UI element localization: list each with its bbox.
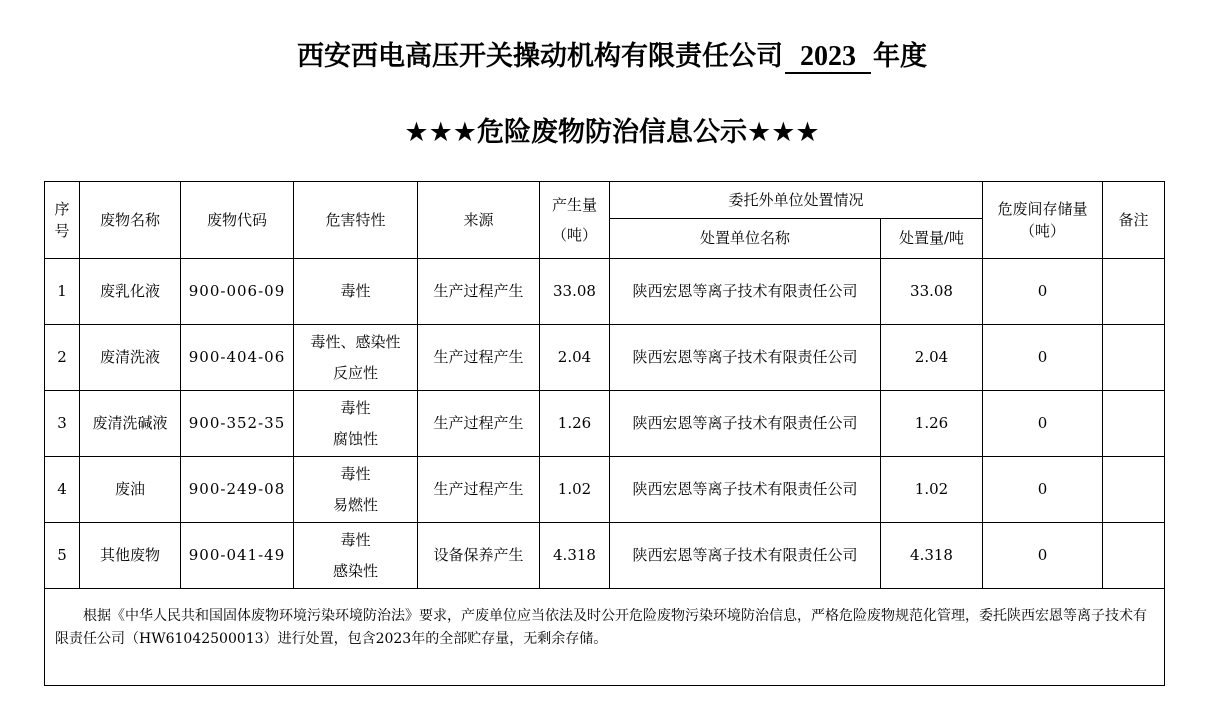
table-row: [45, 259, 1165, 325]
cell-remark: [1103, 325, 1165, 391]
cell-waste-code: 900-041-49: [181, 523, 294, 589]
cell-source: 生产过程产生: [418, 259, 540, 325]
cell-disposal-amount: 4.318: [881, 523, 983, 589]
cell-storage: 0: [983, 391, 1103, 457]
cell-hazard: [294, 259, 418, 325]
cell-disposal-amount: 1.26: [881, 391, 983, 457]
table-row: [45, 325, 1165, 391]
cell-waste-name: 废清洗液: [80, 325, 181, 391]
cell-waste-code: 900-006-09: [181, 259, 294, 325]
cell-hazard-line1: 毒性: [340, 530, 371, 549]
cell-hazard-line2: 腐蚀性: [332, 429, 378, 448]
cell-hazard-line2: 反应性: [332, 363, 378, 382]
header-disposal-unit: 处置单位名称: [610, 219, 881, 259]
notes-text: 根据《中华人民共和国固体废物环境污染环境防治法》要求，产废单位应当依法及时公开危险废物污染环境防治信息，严格危险废物规范化管理，委托陕西宏恩等离子技术有限责任公司（HW61042500013）进行处置，包含2023年的全部贮存量，无剩余存储。: [55, 608, 1147, 647]
header-index-text: 序号: [54, 200, 70, 240]
cell-amount: 33.08: [540, 259, 610, 325]
cell-source: 生产过程产生: [418, 325, 540, 391]
document-subtitle: ★★★危险废物防治信息公示★★★: [404, 117, 820, 148]
header-entrusted: 委托外单位处置情况: [610, 182, 983, 219]
cell-disposal-unit: 陕西宏恩等离子技术有限责任公司: [610, 325, 881, 391]
cell-storage: 0: [983, 325, 1103, 391]
cell-storage: 0: [983, 523, 1103, 589]
cell-storage: 0: [983, 259, 1103, 325]
header-amount: [540, 182, 610, 259]
cell-waste-name: 废清洗碱液: [80, 391, 181, 457]
cell-hazard-line1: 毒性: [340, 398, 371, 417]
cell-amount: 1.26: [540, 391, 610, 457]
cell-hazard-line1: 毒性: [340, 282, 371, 300]
table-row: [45, 457, 1165, 523]
table-row: [45, 391, 1165, 457]
cell-hazard-line1: 毒性、感染性: [310, 332, 401, 351]
header-waste-code: 废物代码: [181, 182, 294, 259]
header-amount-unit: （吨）: [551, 226, 597, 244]
document-title: [0, 34, 1224, 74]
cell-amount: 1.02: [540, 457, 610, 523]
cell-waste-code: 900-249-08: [181, 457, 294, 523]
cell-hazard: [294, 457, 418, 523]
cell-hazard-line1: 毒性: [340, 464, 371, 483]
cell-amount: 4.318: [540, 523, 610, 589]
cell-disposal-amount: 1.02: [881, 457, 983, 523]
cell-amount: 2.04: [540, 325, 610, 391]
cell-hazard-line2: 易燃性: [332, 495, 378, 514]
cell-source: 设备保养产生: [418, 523, 540, 589]
cell-hazard-line2: 感染性: [332, 561, 378, 580]
cell-remark: [1103, 523, 1165, 589]
table-row: [45, 523, 1165, 589]
table-header-row: [45, 182, 1165, 219]
report-year: 2023: [785, 42, 871, 74]
cell-waste-code: 900-352-35: [181, 391, 294, 457]
header-source: 来源: [418, 182, 540, 259]
cell-disposal-unit: 陕西宏恩等离子技术有限责任公司: [610, 523, 881, 589]
cell-storage: 0: [983, 457, 1103, 523]
cell-disposal-amount: 33.08: [881, 259, 983, 325]
cell-disposal-amount: 2.04: [881, 325, 983, 391]
cell-remark: [1103, 391, 1165, 457]
header-storage-label: 危废间存储量: [997, 200, 1088, 218]
cell-index: 5: [45, 523, 80, 589]
cell-index: 3: [45, 391, 80, 457]
cell-remark: [1103, 457, 1165, 523]
cell-source: 生产过程产生: [418, 457, 540, 523]
cell-hazard: [294, 523, 418, 589]
header-remark: 备注: [1103, 182, 1165, 259]
cell-source: 生产过程产生: [418, 391, 540, 457]
cell-disposal-unit: 陕西宏恩等离子技术有限责任公司: [610, 391, 881, 457]
header-storage: [983, 182, 1103, 259]
cell-disposal-unit: 陕西宏恩等离子技术有限责任公司: [610, 457, 881, 523]
header-hazard: 危害特性: [294, 182, 418, 259]
notes-row: [45, 589, 1165, 686]
hazardous-waste-table: [44, 181, 1165, 686]
cell-disposal-unit: 陕西宏恩等离子技术有限责任公司: [610, 259, 881, 325]
cell-remark: [1103, 259, 1165, 325]
header-amount-label: 产生量: [551, 196, 597, 214]
cell-index: 2: [45, 325, 80, 391]
cell-hazard: [294, 325, 418, 391]
cell-waste-code: 900-404-06: [181, 325, 294, 391]
cell-index: 4: [45, 457, 80, 523]
header-waste-name: 废物名称: [80, 182, 181, 259]
header-storage-unit: （吨）: [1020, 222, 1066, 240]
cell-hazard: [294, 391, 418, 457]
cell-waste-name: 废油: [80, 457, 181, 523]
header-index: [45, 182, 80, 259]
cell-index: 1: [45, 259, 80, 325]
cell-waste-name: 废乳化液: [80, 259, 181, 325]
company-name: 西安西电高压开关操动机构有限责任公司: [297, 41, 783, 72]
cell-waste-name: 其他废物: [80, 523, 181, 589]
year-suffix: 年度: [873, 41, 927, 72]
header-disposal-amount: 处置量/吨: [881, 219, 983, 259]
notes-cell: [45, 589, 1165, 686]
